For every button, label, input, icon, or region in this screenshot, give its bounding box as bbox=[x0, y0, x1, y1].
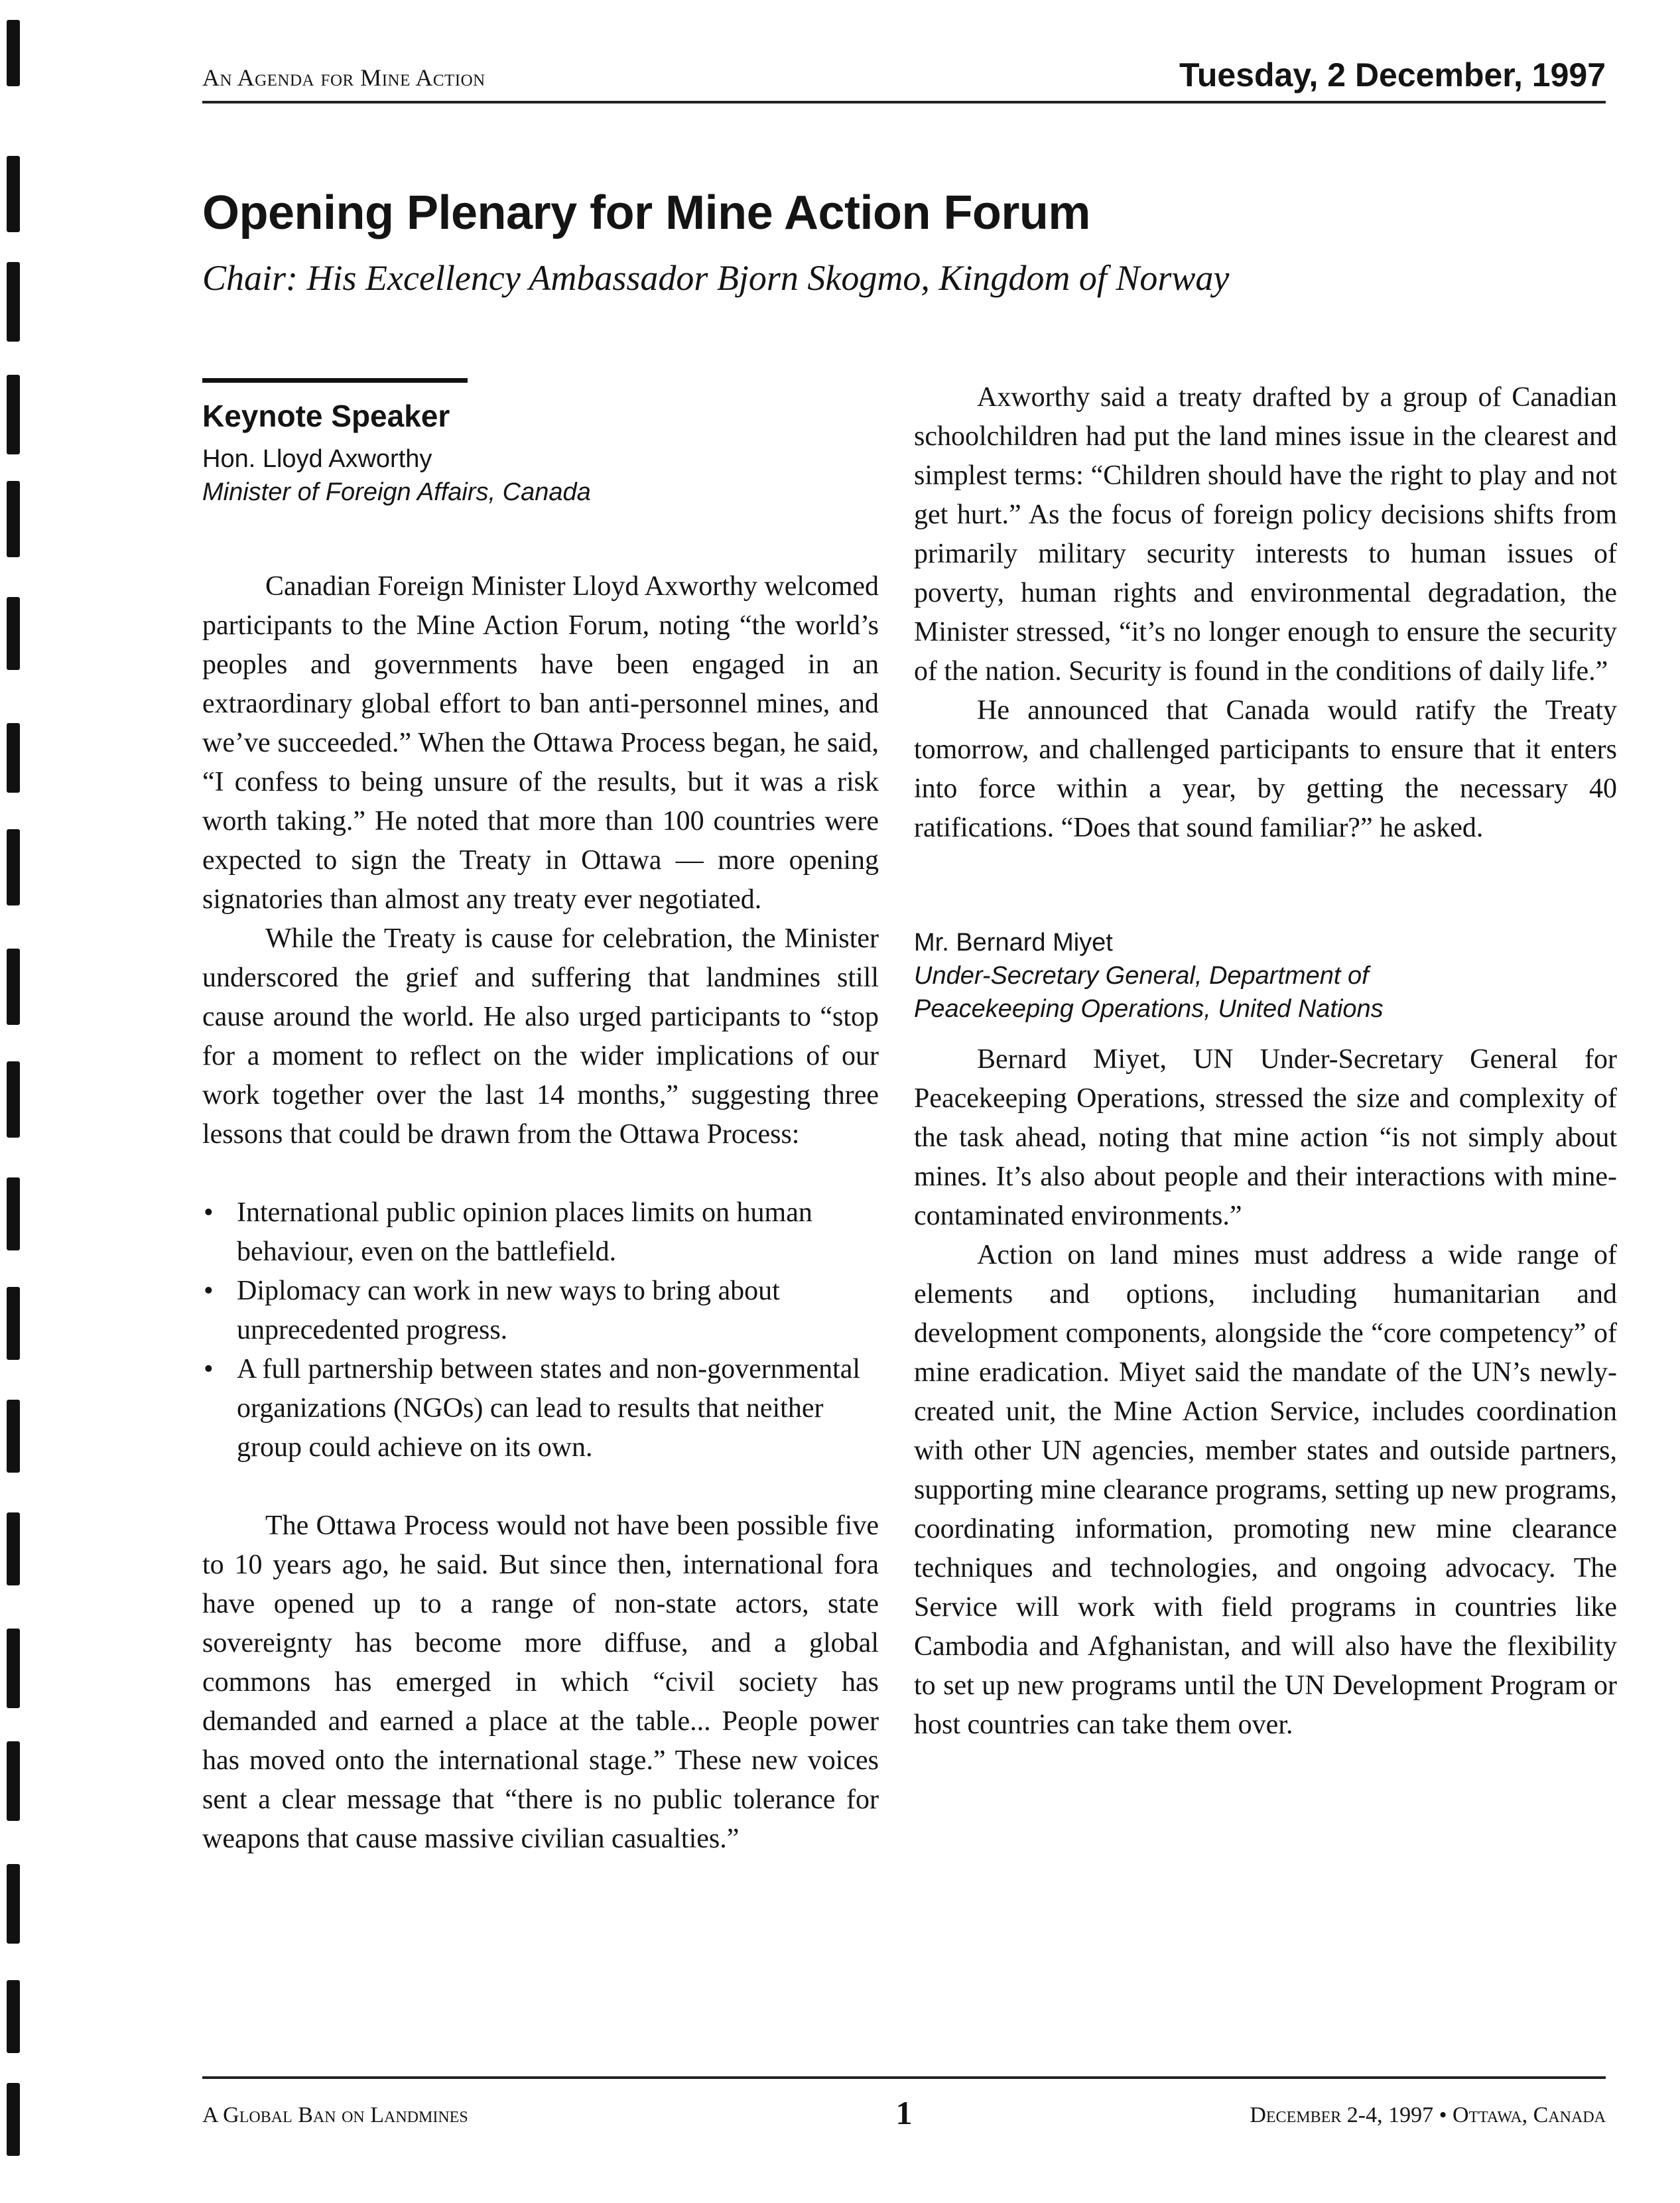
footer-publication: A Global Ban on Landmines bbox=[202, 2103, 468, 2127]
right-column bbox=[914, 378, 1617, 1745]
binding-mark bbox=[7, 597, 20, 670]
binding-mark bbox=[7, 1512, 20, 1585]
binding-mark bbox=[7, 1980, 20, 2053]
binding-mark bbox=[7, 1287, 20, 1360]
binding-marks bbox=[0, 0, 40, 2203]
speaker-name: Mr. Bernard Miyet bbox=[914, 929, 1113, 957]
body-paragraph: Axworthy said a treaty drafted by a group of Canadian schoolchildren had put the land mines issue in the clearest and simplest terms: “Children should have the right to play and not get hurt.” As the focus of foreign policy decisions shifts from primarily military security interests to human issues of poverty, human rights and environmental degradation, the Minister stressed, “it’s no longer enough to ensure the security of the nation. Security is found in the conditions of daily life.” bbox=[914, 382, 1617, 687]
page-title: Opening Plenary for Mine Action Forum bbox=[202, 186, 1090, 239]
header-publication: An Agenda for Mine Action bbox=[202, 64, 485, 91]
binding-mark bbox=[7, 2083, 20, 2156]
body-paragraph: The Ottawa Process would not have been possible five to 10 years ago, he said. But since then, international fora have opened up to a range of non-state actors, state sovereignty has become more diffuse, and a global commons has emerged in which “civil society has demanded and earned a place at the table... People power has moved onto the international stage.” These new voices sent a clear message that “there is no public tolerance for weapons that cause massive civilian casualties.” bbox=[202, 1510, 879, 1854]
speaker-title: Under-Secretary General, Department of bbox=[914, 962, 1369, 990]
binding-mark bbox=[7, 723, 20, 793]
list-item: • International public opinion places limits on human behaviour, even on the battlefield. bbox=[202, 1193, 879, 1272]
section-rule bbox=[202, 378, 468, 383]
left-column bbox=[202, 378, 879, 1859]
lessons-list bbox=[202, 1193, 879, 1467]
binding-mark bbox=[7, 1400, 20, 1473]
speaker-name: Hon. Lloyd Axworthy bbox=[202, 445, 432, 473]
binding-mark bbox=[7, 1061, 20, 1138]
binding-mark bbox=[7, 20, 20, 86]
footer-event: December 2-4, 1997 • Ottawa, Canada bbox=[1250, 2103, 1606, 2127]
header-date: Tuesday, 2 December, 1997 bbox=[1179, 56, 1606, 94]
running-header bbox=[202, 48, 1606, 103]
binding-mark bbox=[7, 949, 20, 1025]
binding-mark bbox=[7, 1741, 20, 1821]
binding-mark bbox=[7, 829, 20, 905]
body-paragraph: Bernard Miyet, UN Under-Secretary General for Peacekeeping Operations, stressed the size and complexity of the task ahead, noting that mine action “is not simply about mines. It’s also about people and their interactions with mine-contaminated environments.” bbox=[914, 1044, 1617, 1231]
list-item: • A full partnership between states and non-governmental organizations (NGOs) can lead to results that neither group could achieve on its own. bbox=[202, 1350, 879, 1467]
binding-mark bbox=[7, 262, 20, 342]
page-footer bbox=[202, 2076, 1606, 2139]
list-item: • Diplomacy can work in new ways to bring about unprecedented progress. bbox=[202, 1272, 879, 1350]
binding-mark bbox=[7, 1864, 20, 1944]
body-paragraph: Canadian Foreign Minister Lloyd Axworthy welcomed participants to the Mine Action Forum, noting “the world’s peoples and governments have been engaged in an extraordinary global effort to ban anti-personnel mines, and we’ve succeeded.” When the Ottawa Process began, he said, “I confess to being unsure of the results, but it was a risk worth taking.” He noted that more than 100 countries were expected to sign the Treaty in Ottawa — more opening signatories than almost any treaty ever negotiated. bbox=[202, 571, 879, 915]
body-paragraph: He announced that Canada would ratify the Treaty tomorrow, and challenged participants to ensure that it enters into force within a year, by getting the necessary 40 ratifications. “Does that sound familiar?” he asked. bbox=[914, 695, 1617, 843]
speaker-title: Peacekeeping Operations, United Nations bbox=[914, 995, 1384, 1023]
body-paragraph: While the Treaty is cause for celebration, the Minister underscored the grief and suffering that landmines still cause around the world. He also urged participants to “stop for a moment to reflect on the wider implications of our work together over the last 14 months,” suggesting three lessons that could be drawn from the Ottawa Process: bbox=[202, 923, 879, 1150]
binding-mark bbox=[7, 1629, 20, 1708]
page-number: 1 bbox=[895, 2094, 913, 2131]
chair-line: Chair: His Excellency Ambassador Bjorn Skogmo, Kingdom of Norway bbox=[202, 258, 1230, 298]
binding-mark bbox=[7, 156, 20, 232]
binding-mark bbox=[7, 1177, 20, 1250]
body-paragraph: Action on land mines must address a wide range of elements and options, including humanitarian and development components, alongside the “core competency” of mine eradication. Miyet said the mandate of the UN’s newly-created unit, the Mine Action Service, includes coordination with other UN agencies, member states and outside partners, supporting mine clearance programs, setting up new programs, coordinating information, promoting new mine clearance techniques and technologies, and ongoing advocacy. The Service will work with field programs in countries like Cambodia and Afghanistan, and will also have the flexibility to set up new programs until the UN Development Program or host countries can take them over. bbox=[914, 1240, 1617, 1740]
binding-mark bbox=[7, 481, 20, 557]
binding-mark bbox=[7, 375, 20, 454]
speaker-title: Minister of Foreign Affairs, Canada bbox=[202, 478, 591, 506]
section-heading: Keynote Speaker bbox=[202, 399, 450, 433]
